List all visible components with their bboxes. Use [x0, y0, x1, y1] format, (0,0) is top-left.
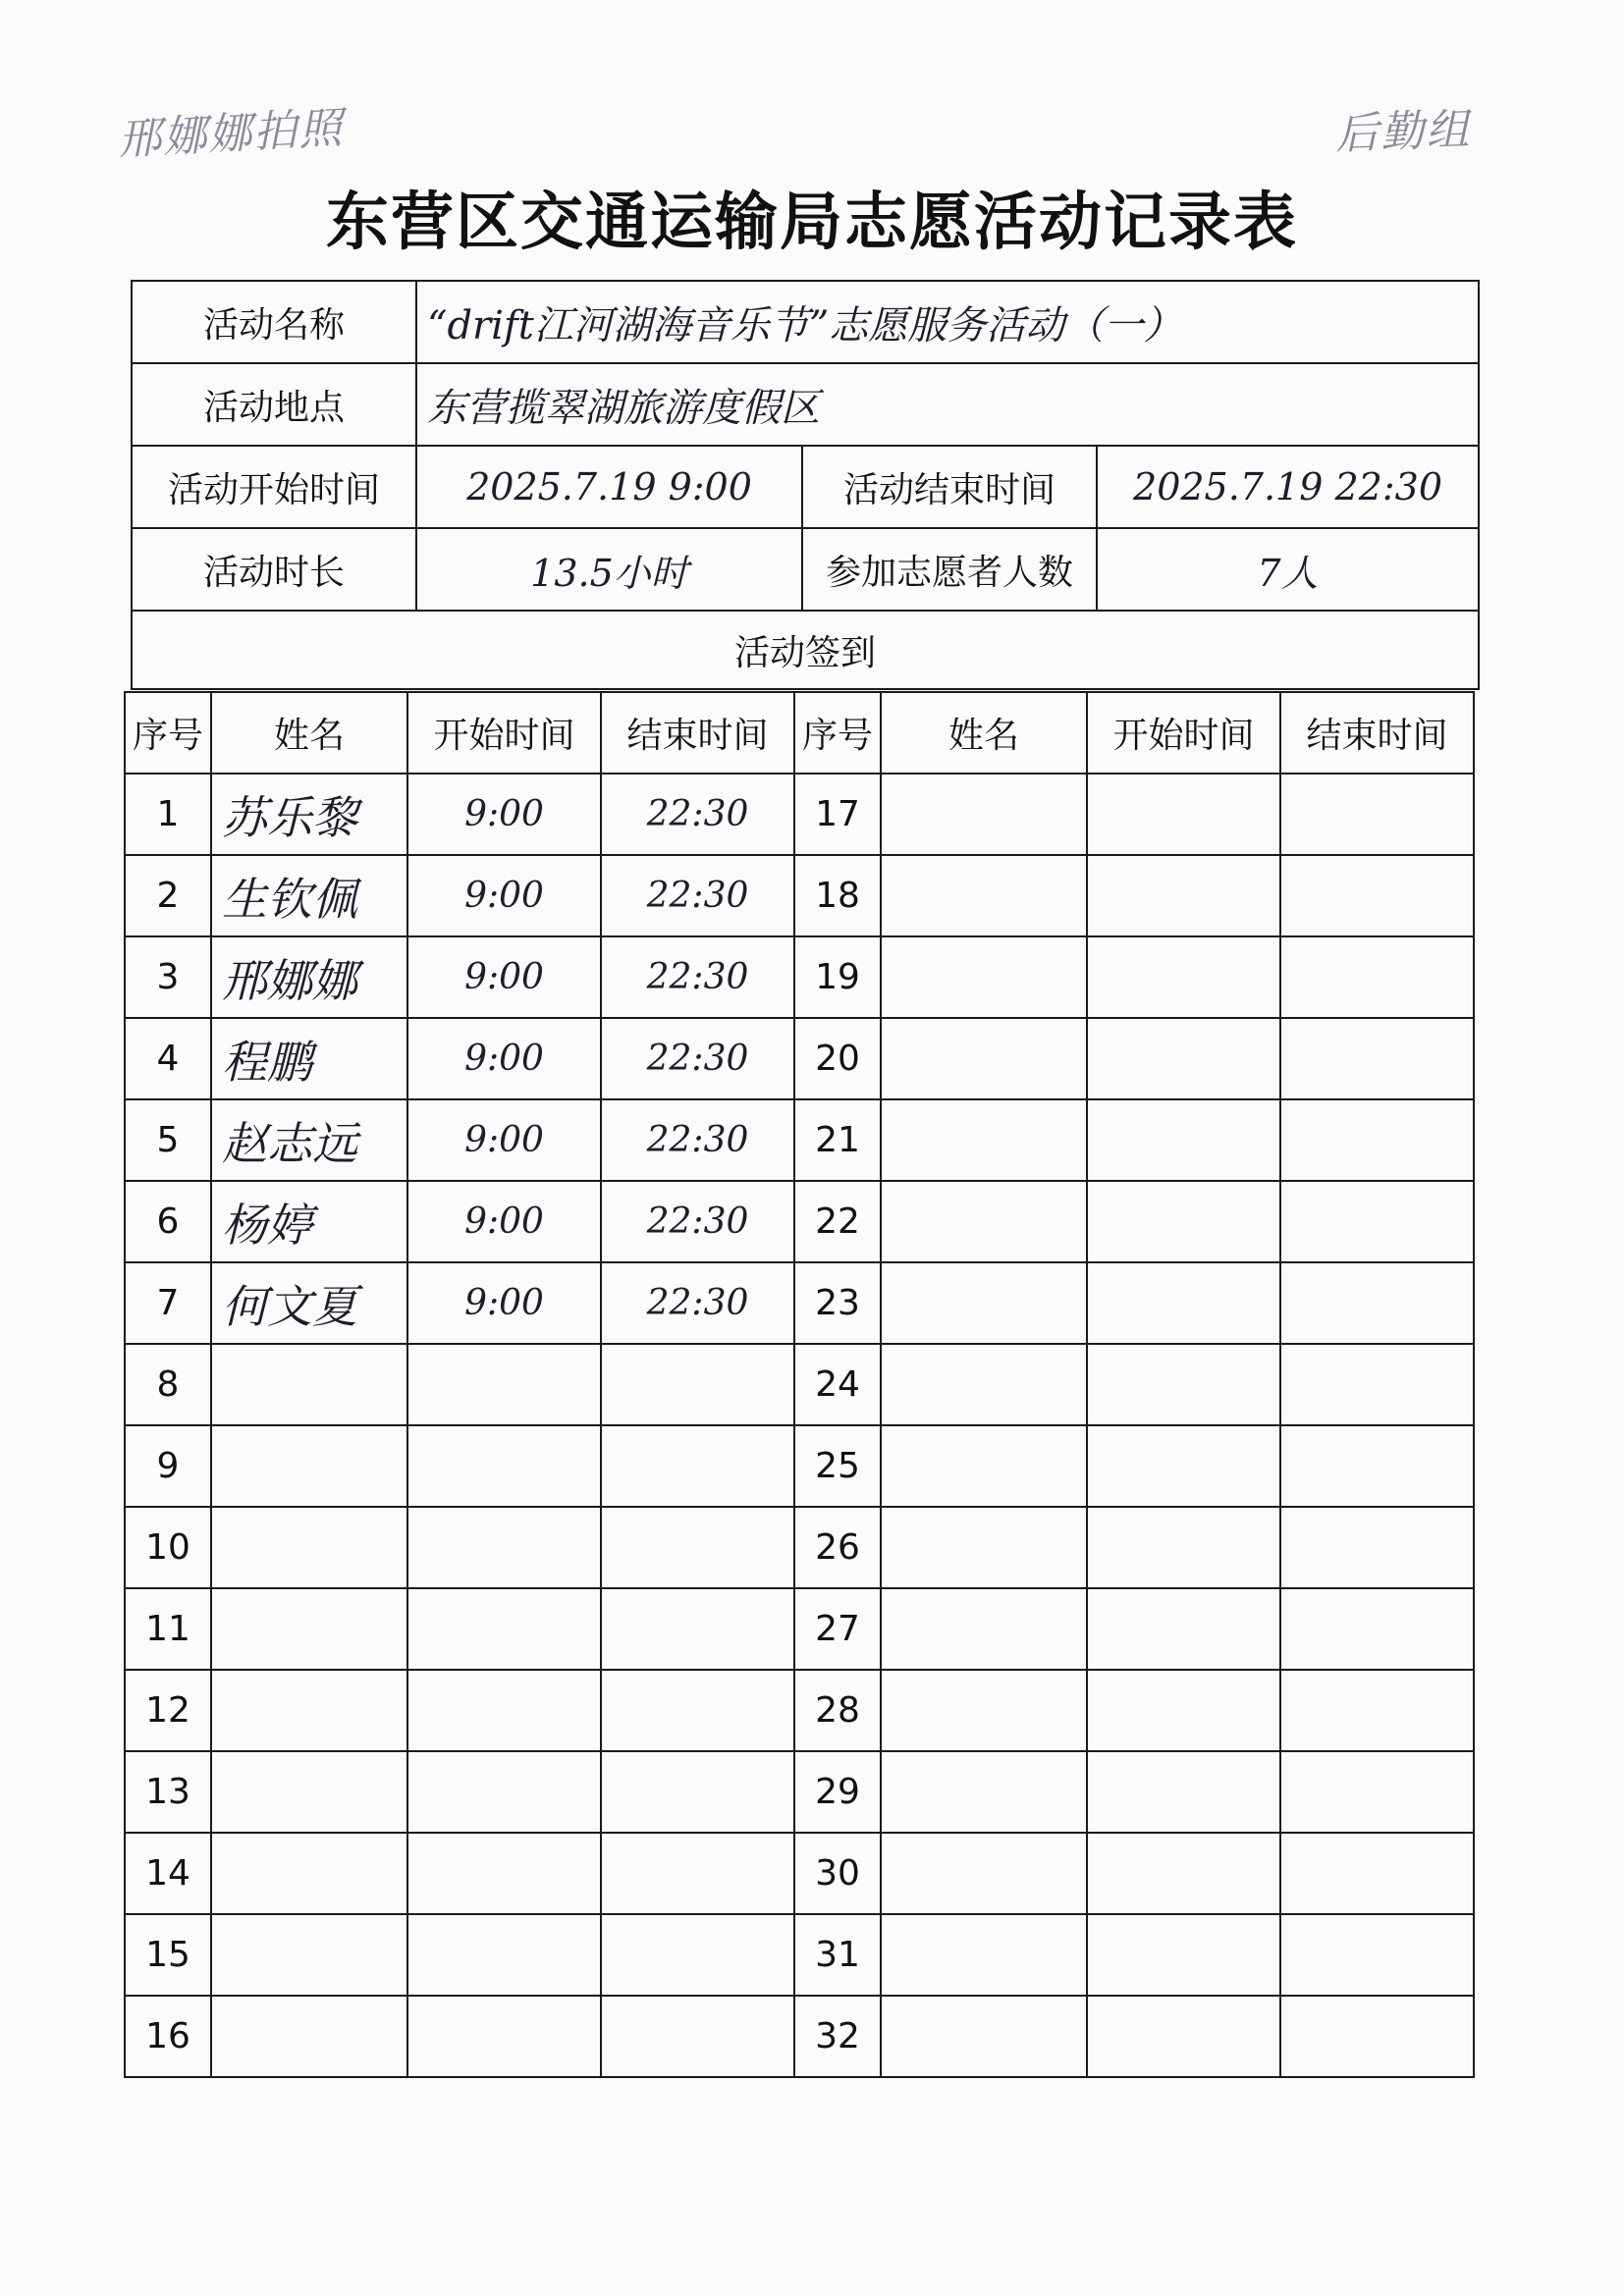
column-header: 结束时间 [601, 692, 794, 774]
end-time-cell: 22:30 [601, 774, 794, 855]
table-row [125, 1262, 1474, 1344]
signature-name [881, 936, 1087, 1018]
row-number: 4 [125, 1018, 211, 1099]
duration-label: 活动时长 [132, 528, 416, 611]
signature-name [211, 1507, 407, 1588]
activity-duration-row [132, 528, 1479, 611]
row-number: 17 [794, 774, 881, 855]
row-number: 28 [794, 1670, 881, 1751]
end-time-cell [1280, 1344, 1474, 1425]
signin-table [124, 691, 1475, 2078]
table-row [125, 1588, 1474, 1670]
signature-name [881, 774, 1087, 855]
signature-name: 生钦佩 [211, 855, 407, 936]
start-time-cell [1087, 855, 1280, 936]
activity-name-label: 活动名称 [132, 281, 416, 363]
start-time-cell: 9:00 [407, 774, 601, 855]
row-number: 10 [125, 1507, 211, 1588]
row-number: 9 [125, 1425, 211, 1507]
start-time-cell [407, 1996, 601, 2077]
signature-name: 程鹏 [211, 1018, 407, 1099]
end-time-cell [601, 1996, 794, 2077]
end-time-cell [601, 1751, 794, 1833]
row-number: 16 [125, 1996, 211, 2077]
end-time-cell: 22:30 [601, 1099, 794, 1181]
row-number: 23 [794, 1262, 881, 1344]
signature-name [211, 1914, 407, 1996]
activity-name-row [132, 281, 1479, 363]
end-time-cell [1280, 1507, 1474, 1588]
end-time-cell: 22:30 [601, 936, 794, 1018]
activity-place-label: 活动地点 [132, 363, 416, 446]
start-time-cell [1087, 1181, 1280, 1262]
signature-name [881, 1914, 1087, 1996]
end-time-cell [601, 1507, 794, 1588]
row-number: 30 [794, 1833, 881, 1914]
signature-name [211, 1996, 407, 2077]
column-header: 姓名 [881, 692, 1087, 774]
signature-name [881, 1018, 1087, 1099]
start-time-cell: 9:00 [407, 1181, 601, 1262]
column-header: 结束时间 [1280, 692, 1474, 774]
table-row [125, 774, 1474, 855]
start-time-cell [1087, 1751, 1280, 1833]
signature-name [211, 1425, 407, 1507]
duration-value: 13.5小时 [416, 528, 802, 611]
row-number: 21 [794, 1099, 881, 1181]
row-number: 2 [125, 855, 211, 936]
start-time-cell [407, 1344, 601, 1425]
row-number: 8 [125, 1344, 211, 1425]
column-header: 序号 [794, 692, 881, 774]
activity-info-table [131, 280, 1480, 690]
table-row [125, 1914, 1474, 1996]
start-time-cell [1087, 1914, 1280, 1996]
row-number: 18 [794, 855, 881, 936]
activity-name-value: “drift江河湖海音乐节”志愿服务活动（一） [416, 281, 1479, 363]
table-row [125, 1425, 1474, 1507]
signin-table-header [125, 692, 1474, 774]
start-time-cell: 9:00 [407, 1262, 601, 1344]
row-number: 27 [794, 1588, 881, 1670]
end-time-cell: 22:30 [601, 1018, 794, 1099]
start-time-cell [1087, 1344, 1280, 1425]
start-time-label: 活动开始时间 [132, 446, 416, 528]
start-time-value: 2025.7.19 9:00 [416, 446, 802, 528]
column-header: 姓名 [211, 692, 407, 774]
end-time-cell [1280, 1751, 1474, 1833]
column-header: 开始时间 [407, 692, 601, 774]
start-time-cell [407, 1833, 601, 1914]
start-time-cell [407, 1670, 601, 1751]
end-time-cell [1280, 855, 1474, 936]
column-header: 开始时间 [1087, 692, 1280, 774]
start-time-cell [407, 1507, 601, 1588]
start-time-cell [1087, 1670, 1280, 1751]
end-time-cell [601, 1914, 794, 1996]
signature-name [881, 1099, 1087, 1181]
start-time-cell [1087, 936, 1280, 1018]
end-time-cell [601, 1833, 794, 1914]
end-time-cell [601, 1344, 794, 1425]
start-time-cell: 9:00 [407, 936, 601, 1018]
row-number: 29 [794, 1751, 881, 1833]
end-time-cell: 22:30 [601, 1181, 794, 1262]
signature-name [211, 1344, 407, 1425]
end-time-cell [601, 1670, 794, 1751]
row-number: 7 [125, 1262, 211, 1344]
signature-name [881, 1588, 1087, 1670]
signature-name [881, 1344, 1087, 1425]
signature-name [881, 1670, 1087, 1751]
row-number: 25 [794, 1425, 881, 1507]
table-row [125, 1833, 1474, 1914]
table-row [125, 1751, 1474, 1833]
end-time-cell [1280, 1262, 1474, 1344]
signature-name [211, 1670, 407, 1751]
start-time-cell [1087, 1996, 1280, 2077]
row-number: 22 [794, 1181, 881, 1262]
start-time-cell: 9:00 [407, 1099, 601, 1181]
start-time-cell [407, 1425, 601, 1507]
signature-name [211, 1751, 407, 1833]
row-number: 32 [794, 1996, 881, 2077]
end-time-cell: 22:30 [601, 855, 794, 936]
signature-name [881, 1262, 1087, 1344]
row-number: 3 [125, 936, 211, 1018]
start-time-cell [1087, 1099, 1280, 1181]
end-time-cell [1280, 936, 1474, 1018]
table-row [125, 936, 1474, 1018]
start-time-cell [1087, 774, 1280, 855]
table-row [125, 1099, 1474, 1181]
signature-name: 苏乐黎 [211, 774, 407, 855]
end-time-cell [601, 1425, 794, 1507]
row-number: 19 [794, 936, 881, 1018]
row-number: 24 [794, 1344, 881, 1425]
signature-name: 杨婷 [211, 1181, 407, 1262]
end-time-cell [1280, 1425, 1474, 1507]
table-row [125, 1344, 1474, 1425]
signin-header-row [132, 611, 1479, 689]
row-number: 26 [794, 1507, 881, 1588]
end-time-cell [1280, 1181, 1474, 1262]
signature-name: 邢娜娜 [211, 936, 407, 1018]
signature-name [881, 1996, 1087, 2077]
end-time-cell [601, 1588, 794, 1670]
signature-name [211, 1833, 407, 1914]
row-number: 20 [794, 1018, 881, 1099]
row-number: 12 [125, 1670, 211, 1751]
row-number: 1 [125, 774, 211, 855]
start-time-cell: 9:00 [407, 855, 601, 936]
end-time-cell [1280, 1670, 1474, 1751]
signature-name [211, 1588, 407, 1670]
row-number: 11 [125, 1588, 211, 1670]
table-row [125, 1670, 1474, 1751]
start-time-cell [407, 1914, 601, 1996]
row-number: 13 [125, 1751, 211, 1833]
start-time-cell [1087, 1262, 1280, 1344]
row-number: 14 [125, 1833, 211, 1914]
end-time-cell: 22:30 [601, 1262, 794, 1344]
volunteer-count-label: 参加志愿者人数 [802, 528, 1097, 611]
page-title: 东营区交通运输局志愿活动记录表 [326, 186, 1298, 259]
volunteer-count-value: 7人 [1097, 528, 1479, 611]
table-row [125, 1507, 1474, 1588]
signature-name [881, 1833, 1087, 1914]
end-time-cell [1280, 1914, 1474, 1996]
handwritten-note-group: 后勤组 [1334, 104, 1473, 160]
row-number: 6 [125, 1181, 211, 1262]
row-number: 5 [125, 1099, 211, 1181]
table-row [125, 1996, 1474, 2077]
activity-time-row [132, 446, 1479, 528]
end-time-cell [1280, 1018, 1474, 1099]
table-row [125, 1018, 1474, 1099]
signature-name [881, 1751, 1087, 1833]
end-time-cell [1280, 1588, 1474, 1670]
signature-name: 何文夏 [211, 1262, 407, 1344]
end-time-cell [1280, 1099, 1474, 1181]
start-time-cell [1087, 1425, 1280, 1507]
column-header: 序号 [125, 692, 211, 774]
handwritten-note-photographer: 邢娜娜拍照 [117, 103, 346, 165]
start-time-cell [1087, 1833, 1280, 1914]
signature-name [881, 1507, 1087, 1588]
signin-section-label: 活动签到 [132, 611, 1479, 689]
row-number: 15 [125, 1914, 211, 1996]
signature-name [881, 1425, 1087, 1507]
start-time-cell: 9:00 [407, 1018, 601, 1099]
end-time-cell [1280, 1996, 1474, 2077]
end-time-cell [1280, 774, 1474, 855]
signature-name [881, 1181, 1087, 1262]
end-time-value: 2025.7.19 22:30 [1097, 446, 1479, 528]
end-time-label: 活动结束时间 [802, 446, 1097, 528]
start-time-cell [1087, 1507, 1280, 1588]
start-time-cell [407, 1751, 601, 1833]
activity-place-value: 东营揽翠湖旅游度假区 [416, 363, 1479, 446]
signature-name [881, 855, 1087, 936]
row-number: 31 [794, 1914, 881, 1996]
start-time-cell [407, 1588, 601, 1670]
start-time-cell [1087, 1588, 1280, 1670]
signature-name: 赵志远 [211, 1099, 407, 1181]
end-time-cell [1280, 1833, 1474, 1914]
activity-place-row [132, 363, 1479, 446]
start-time-cell [1087, 1018, 1280, 1099]
table-row [125, 855, 1474, 936]
table-row [125, 1181, 1474, 1262]
